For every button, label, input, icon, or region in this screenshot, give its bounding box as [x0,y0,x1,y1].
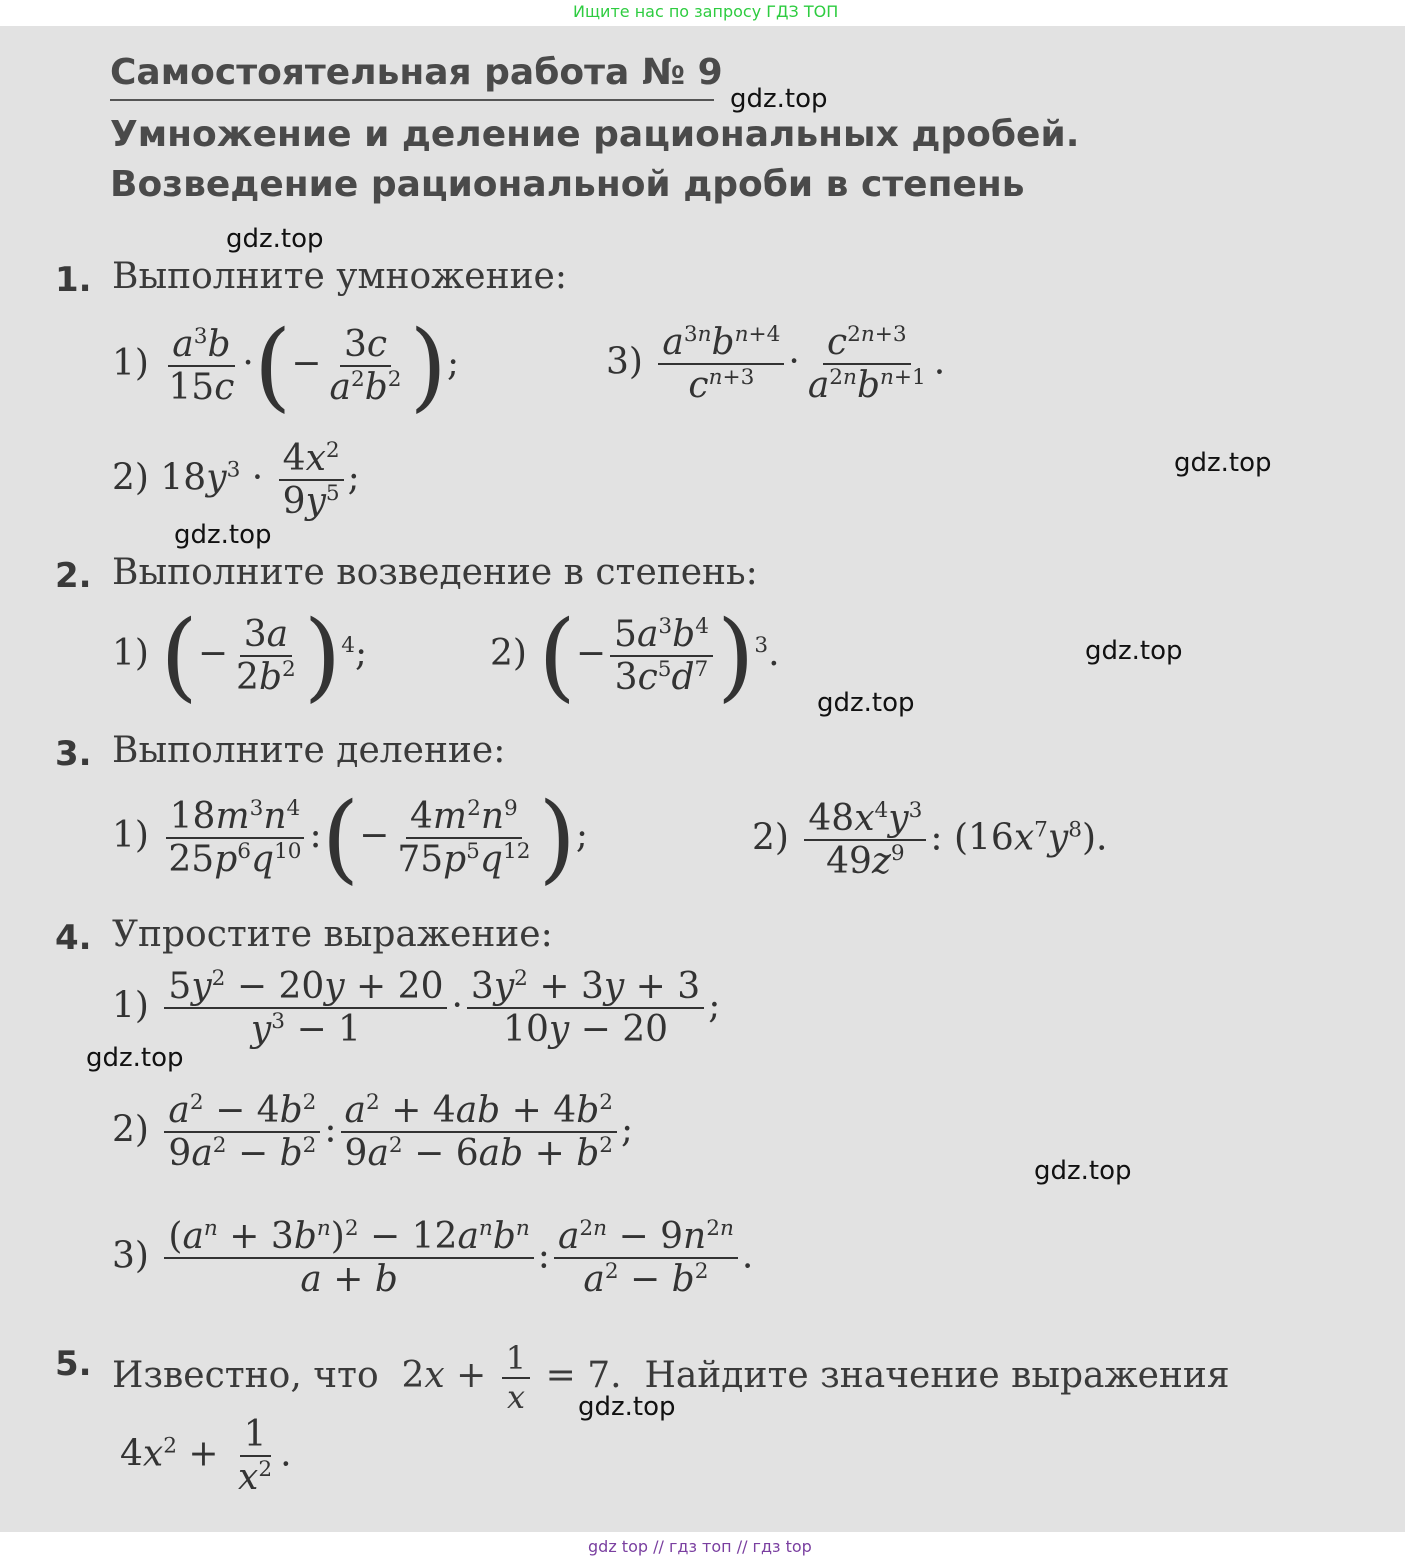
task-number: 5. [55,1344,92,1384]
watermark: gdz.top [817,688,915,718]
expression-1-1: 1) $\frac{a^3b}{15c}$ ·(− $\frac{3c}{a^2b^2}$ ); [112,310,460,422]
expression-3-2: 2) $\frac{48x^4y^3}{49z^9}$ : $(16x^7y^8)$. [752,798,1108,883]
expression-4-2: 2) $\frac{a^2 - 4b^2}{9a^2 - b^2}$ : $\frac{a^2 + 4ab + 4b^2}{9a^2 - 6ab + b^2}$ ; [112,1090,634,1175]
watermark: gdz.top [86,1043,184,1073]
watermark: gdz.top [1085,636,1183,666]
task-text-2: Найдите значение выражения [644,1354,1230,1396]
expression-2-1: 1) (− $\frac{3a}{2b^2}$ )$^4$; [112,600,368,712]
expression-2-2: 2) (− $\frac{5a^3b^4}{3c^5d^7}$ )$^3$. [490,600,780,712]
expression-3-1: 1) $\frac{18m^3n^4}{25p^6q^{10}}$ :(− $\frac{4m^2n^9}{75p^5q^{12}}$ ); [112,782,589,894]
task-text: Упростите выражение: [112,914,553,955]
watermark: gdz.top [730,84,828,114]
footer: gdz top // гдз топ // гдз top [588,1537,812,1556]
task-text: Выполните умножение: [112,256,567,297]
watermark: gdz.top [174,520,272,550]
expression-4-3: 3) $\frac{(a^n + 3b^n)^2 - 12a^nb^n}{a + b}$ : $\frac{a^{2n} - 9n^{2n}}{a^2 - b^2}$ . [112,1216,754,1301]
task-number: 1. [55,260,92,300]
task-text: Выполните деление: [112,730,506,771]
top-banner: Ищите нас по запросу ГДЗ ТОП [573,2,839,21]
watermark: gdz.top [1034,1156,1132,1186]
scanned-page [0,26,1405,1532]
watermark: gdz.top [1174,448,1272,478]
expression-4-1: 1) $\frac{5y^2 - 20y + 20}{y^3 - 1}$ · $\frac{3y^2 + 3y + 3}{10y - 20}$ ; [112,966,721,1051]
watermark: gdz.top [226,224,324,254]
subtitle-line-2: Возведение рациональной дроби в степень [110,164,1025,205]
task-text: Выполните возведение в степень: [112,552,758,593]
watermark: gdz.top [578,1392,676,1422]
expression-5: $4x^2$ + $\frac{1}{x^2}$ . [120,1414,292,1499]
subtitle-line-1: Умножение и деление рациональных дробей. [110,114,1080,155]
task-number: 3. [55,734,92,774]
expression-1-2: 2) $18y^3$ · $\frac{4x^2}{9y^5}$ ; [112,438,360,523]
task-text: Известно, что [112,1354,379,1396]
task-number: 4. [55,918,92,958]
expression-1-3: 3) $\frac{a^{3n}b^{n+4}}{c^{n+3}}$ · $\frac{c^{2n+3}}{a^{2n}b^{n+1}}$ . [606,322,946,407]
task-number: 2. [55,556,92,596]
task-5-line-1: Известно, что 2x + $\frac{1}{x}$ = 7. Найдите значение выражения [112,1339,1230,1416]
work-title: Самостоятельная работа № 9 [110,52,723,93]
title-underline [110,99,714,101]
